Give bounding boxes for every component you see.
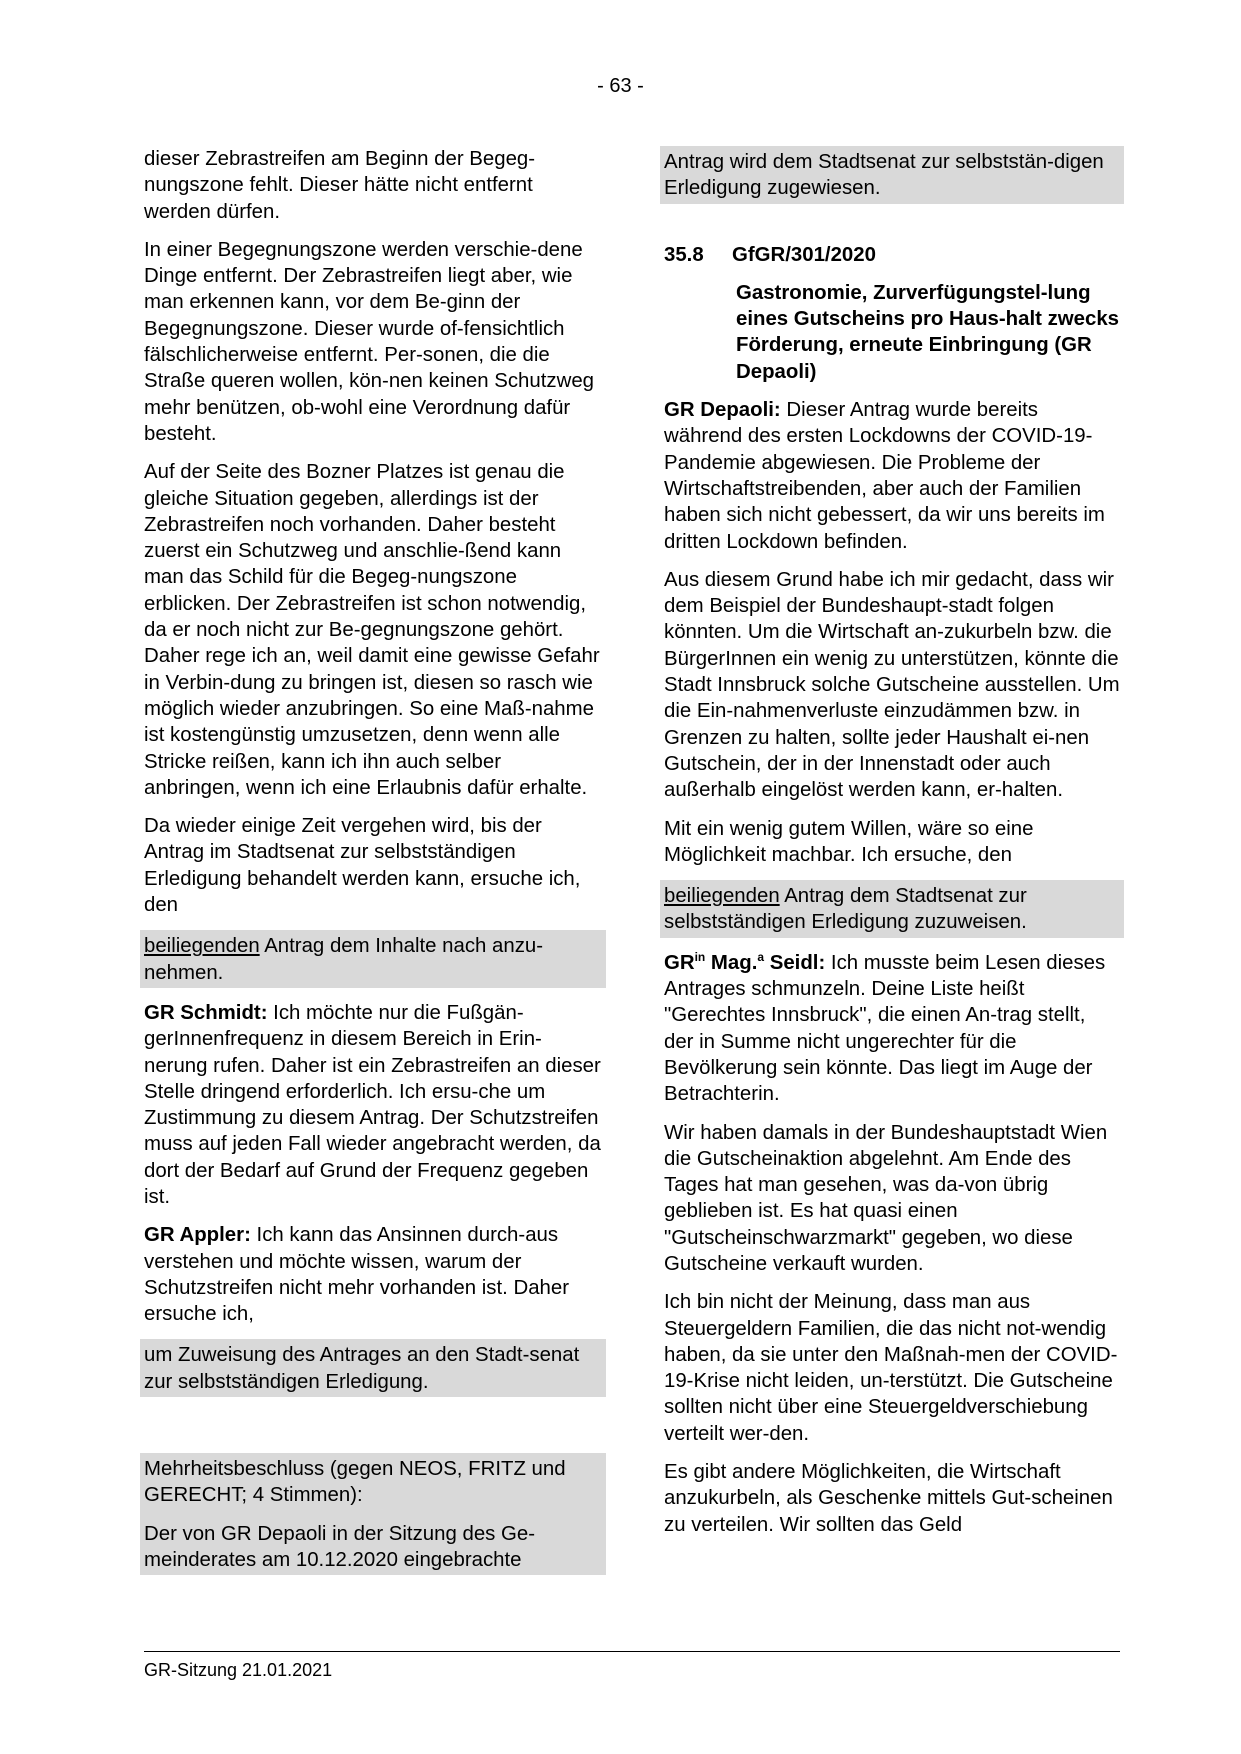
resolution-box	[140, 1453, 606, 1575]
motion-text: Antrag dem Stadtsenat zur selbstständigen Erledigung zuzuweisen.	[664, 885, 1027, 934]
speaker-degree: Mag.	[705, 951, 758, 974]
speech-paragraph	[144, 1222, 602, 1327]
paragraph: Mit ein wenig gutem Willen, wäre so eine Möglichkeit machbar. Ich ersuche, den	[664, 817, 1034, 866]
right-column	[664, 146, 1120, 1550]
agenda-item-number: 35.8	[664, 243, 704, 266]
speech-text: Ich möchte nur die Fußgän-gerInnenfrequenz in diesem Bereich in Erin-nerung rufen. Daher ist ein Zebrastreifen an dieser Stelle dringend erforderlich. Ich ersu-che um Zustimmung zu diesem Antrag. Der Schutzstreifen muss auf jeden Fall wieder angebracht werden, da dort der Bedarf auf Grund der Frequenz gegeben ist.	[144, 1001, 601, 1208]
paragraph: Da wieder einige Zeit vergehen wird, bis der Antrag im Stadtsenat zur selbstständigen Erledigung behandelt werden kann, ersuche ich, den	[144, 815, 581, 917]
speech-paragraph	[144, 1000, 602, 1210]
speaker-name: GR Depaoli:	[664, 399, 781, 422]
paragraph: Ich bin nicht der Meinung, dass man aus Steuergeldern Familien, die das nicht not-wendig haben, da sie unter den Maßnah-men der COVID-19-Krise nicht leiden, un-terstützt. Die Gutscheine sollten nicht über eine Steuergeldverschiebung verteilt wer-den.	[664, 1291, 1118, 1445]
resolution-heading: Mehrheitsbeschluss (gegen NEOS, FRITZ und GERECHT; 4 Stimmen):	[144, 1458, 566, 1507]
paragraph: Es gibt andere Möglichkeiten, die Wirtschaft anzukurbeln, als Geschenke mittels Gut-scheinen zu verteilen. Wir sollten das Geld	[664, 1461, 1113, 1536]
motion-box	[660, 880, 1124, 938]
speaker-name: GR Appler:	[144, 1224, 251, 1247]
speech-paragraph	[664, 397, 1120, 555]
speaker-title-sup: in	[694, 949, 706, 964]
speaker-degree-sup: a	[757, 949, 765, 964]
underlined-term: beiliegenden	[144, 935, 260, 958]
resolution-text: Der von GR Depaoli in der Sitzung des Ge-meinderates am 10.12.2020 eingebrachte	[144, 1522, 536, 1571]
paragraph: Aus diesem Grund habe ich mir gedacht, dass wir dem Beispiel der Bundeshaupt-stadt folgen könnten. Um die Wirtschaft an-zukurbeln bzw. die BürgerInnen ein wenig zu unterstützen, könnte die Stadt Innsbruck solche Gutscheine ausstellen. Um die Ein-nahmenverluste einzudämmen bzw. in Grenzen zu halten, sollte jeder Haushalt ei-nen Gutschein, der in der Innenstadt oder auch außerhalb eingelöst werden kann, er-halten.	[664, 568, 1120, 802]
paragraph: dieser Zebrastreifen am Beginn der Begeg-nungszone fehlt. Dieser hätte nicht entfernt werden dürfen.	[144, 148, 536, 223]
speech-text: Dieser Antrag wurde bereits während des ersten Lockdowns der COVID-19-Pandemie abgewiesen. Die Probleme der Wirtschaftstreibenden, aber auch der Familien haben sich nicht gebessert, da wir uns bereits im dritten Lockdown befinden.	[664, 399, 1105, 553]
motion-box: um Zuweisung des Antrages an den Stadt-senat zur selbstständigen Erledigung.	[140, 1339, 606, 1397]
agenda-item-header	[664, 242, 1120, 268]
resolution-box: Antrag wird dem Stadtsenat zur selbststän-digen Erledigung zugewiesen.	[660, 146, 1124, 204]
motion-box	[140, 930, 606, 988]
page-number: - 63 -	[597, 75, 644, 97]
spacer	[144, 1409, 602, 1453]
speaker-name: GR Schmidt:	[144, 1001, 268, 1024]
paragraph: Wir haben damals in der Bundeshauptstadt Wien die Gutscheinaktion abgelehnt. Am Ende des Tages hat man gesehen, was da-von übrig geblieben ist. Es hat quasi einen "Gutscheinschwarzmarkt" gegeben, wo diese Gutscheine verkauft wurden.	[664, 1121, 1108, 1275]
speaker-surname: Seidl:	[764, 951, 826, 974]
footer-text: GR-Sitzung 21.01.2021	[144, 1660, 333, 1680]
underlined-term: beiliegenden	[664, 885, 780, 908]
agenda-item-title: Gastronomie, Zurverfügungstel-lung eines Gutscheins pro Haus-halt zwecks Förderung, erneute Einbringung (GR Depaoli)	[736, 281, 1120, 383]
spacer	[664, 216, 1120, 242]
speaker-title: GR	[664, 951, 695, 974]
speech-paragraph	[664, 950, 1120, 1108]
agenda-item-code: GfGR/301/2020	[732, 243, 876, 266]
speech-text: Ich musste beim Lesen dieses Antrages schmunzeln. Deine Liste heißt "Gerechtes Innsbruck", die einen An-trag stellt, der in Summe nicht ungerechter für die Bevölkerung sein könnte. Das liegt im Auge der Betrachterin.	[664, 951, 1106, 1106]
paragraph: In einer Begegnungszone werden verschie-dene Dinge entfernt. Der Zebrastreifen liegt aber, wie man erkennen kann, vor dem Be-ginn der Begegnungszone. Dieser wurde of-fensichtlich fälschlicherweise entfernt. Per-sonen, die die Straße queren wollen, kön-nen keinen Schutzweg mehr benützen, ob-wohl eine Verordnung dafür besteht.	[144, 238, 594, 445]
motion-text: Antrag dem Inhalte nach anzu-nehmen.	[144, 935, 544, 984]
left-column	[144, 146, 602, 1587]
footer-divider	[144, 1651, 1120, 1652]
speaker-name	[664, 949, 826, 974]
speech-text: Ich kann das Ansinnen durch-aus verstehen und möchte wissen, warum der Schutzstreifen nicht mehr vorhanden ist. Daher ersuche ich,	[144, 1224, 570, 1326]
paragraph: Auf der Seite des Bozner Platzes ist genau die gleiche Situation gegeben, allerdings ist der Zebrastreifen noch vorhanden. Daher besteht zuerst ein Schutzweg und anschlie-ßend kann man das Schild für die Begeg-nungszone erblicken. Der Zebrastreifen ist schon notwendig, da er noch nicht zur Be-gegnungszone gehört. Daher rege ich an, weil damit eine gewisse Gefahr in Verbin-dung zu bringen ist, diesen so rasch wie möglich wieder anzubringen. So eine Maß-nahme ist kostengünstig umzusetzen, denn wenn alle Stricke reißen, kann ich ihn auch selber anbringen, wenn ich eine Erlaubnis dafür erhalte.	[144, 461, 600, 799]
